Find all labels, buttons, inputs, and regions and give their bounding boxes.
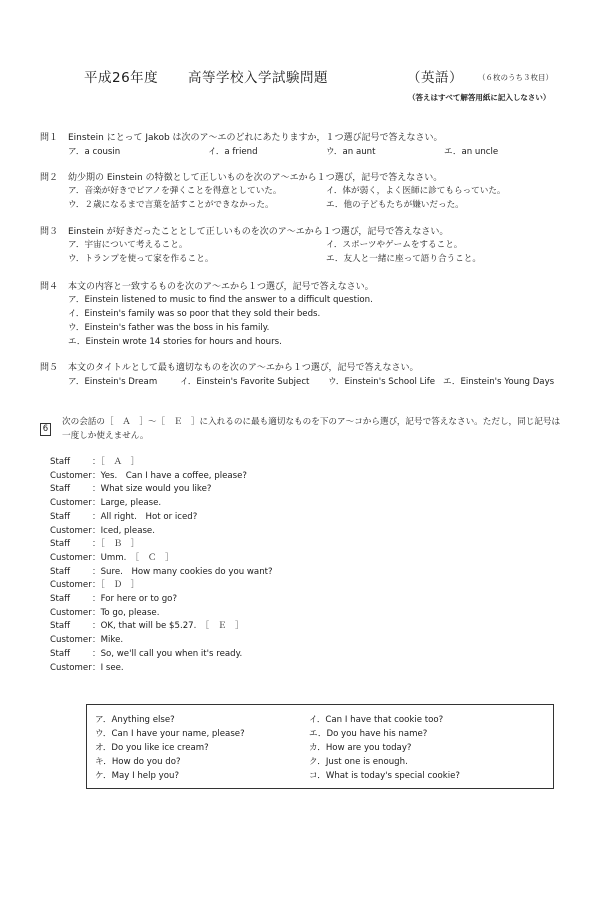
dialogue-speaker: Customer (50, 635, 92, 646)
dialogue-line: ：［ Ｂ ］ (92, 539, 140, 550)
choice-item: ウ．Can I have your name, please? (95, 729, 245, 739)
dialogue-line: ：For here or to go? (92, 594, 178, 604)
question-4-label: 問４ (40, 282, 59, 292)
exam-year: 平成26年度 (84, 70, 159, 86)
exam-title: 高等学校入学試験問題 (188, 70, 328, 86)
question-4-option-b: イ．Einstein's family was so poor that they sold their beds. (68, 309, 321, 319)
section-6-number (40, 416, 51, 436)
choice-item: ケ．May I help you? (95, 771, 180, 781)
dialogue-speaker: Customer (50, 662, 92, 673)
dialogue-line: ：What size would you like? (92, 484, 212, 495)
question-5-label: 問５ (40, 363, 59, 373)
question-2-option-a: ア．音楽が好きでピアノを弾くことを得意としていた。 (68, 186, 282, 196)
answer-instruction: （答えはすべて解答用紙に記入しなさい） (408, 93, 551, 102)
dialogue-line: ：Large, please. (92, 498, 162, 509)
dialogue-line: ：I see. (92, 662, 124, 673)
dialogue-speaker: Customer (50, 580, 92, 591)
dialogue-line: ：Mike. (92, 635, 124, 646)
question-1-label: 問１ (40, 133, 59, 143)
question-5-option-d: エ．Einstein's Young Days (443, 377, 555, 387)
question-3-text: Einstein が好きだったこととして正しいものを次のア～エから１つ選び，記号で答えなさい。 (68, 227, 449, 237)
dialogue-speaker: Customer (50, 552, 92, 563)
choice-item: ア．Anything else? (95, 715, 175, 725)
choice-item: コ．What is today's special cookie? (309, 771, 460, 781)
choices-box (86, 704, 554, 789)
question-2-option-b: イ．体が弱く，よく医師に診てもらっていた。 (326, 186, 506, 196)
question-2-text: 幼少期の Einstein の特徴として正しいものを次のア～エから１つ選び，記号で答えなさい。 (68, 173, 443, 183)
choice-item: オ．Do you like ice cream? (95, 743, 209, 753)
dialogue-line: ：All right. Hot or iced? (92, 511, 198, 522)
question-3-option-a: ア．宇宙について考えること。 (68, 240, 188, 250)
question-3-label: 問３ (40, 227, 59, 237)
subject-label: （英語） (407, 70, 463, 86)
question-5-text: 本文のタイトルとして最も適切なものを次のア～エから１つ選び，記号で答えなさい。 (68, 363, 419, 373)
question-3-option-c: ウ．トランプを使って家を作ること。 (68, 254, 214, 264)
question-5-option-c: ウ．Einstein's School Life (328, 377, 436, 387)
dialogue-line: ：Sure. How many cookies do you want? (92, 566, 273, 577)
dialogue-speaker: Customer (50, 470, 92, 481)
question-1-option-c: ウ．an aunt (326, 147, 376, 157)
choice-item: キ．How do you do? (95, 757, 181, 767)
section-number-box: 6 (40, 423, 51, 436)
dialogue-line: ：［ Ｄ ］ (92, 580, 140, 591)
question-5-option-a: ア．Einstein's Dream (68, 377, 158, 387)
dialogue-line: ：［ Ａ ］ (92, 457, 140, 467)
dialogue-speaker: Staff (50, 511, 71, 522)
question-3-option-b: イ．スポーツやゲームをすること。 (326, 240, 463, 250)
dialogue-line: ：Iced, please. (92, 525, 155, 536)
choice-item: イ．Can I have that cookie too? (309, 715, 444, 725)
dialogue-line: ：Yes. Can I have a coffee, please? (92, 470, 247, 481)
dialogue-speaker: Staff (50, 621, 71, 632)
choice-item: カ．How are you today? (309, 743, 412, 753)
question-2-option-d: エ．他の子どもたちが嫌いだった。 (326, 200, 464, 210)
question-1-text: Einstein にとって Jakob は次のア～エのどれにあたりますか，１つ選び記号で答えなさい。 (68, 133, 443, 143)
question-4-text: 本文の内容と一致するものを次のア～エから１つ選び，記号で答えなさい。 (68, 282, 374, 292)
dialogue-line: ：Umm. ［ Ｃ ］ (92, 552, 174, 563)
dialogue-speaker: Customer (50, 525, 92, 536)
question-4-option-c: ウ．Einstein's father was the boss in his family. (68, 323, 270, 333)
section-6-instruction-line1: 次の会話の［ Ａ ］～［ Ｅ ］に入れるのに最も適切なものを下のア～コから選び，記号で答えなさい。ただし，同じ記号は (62, 417, 561, 427)
dialogue-line: ：To go, please. (92, 607, 160, 618)
question-1-option-d: エ．an uncle (444, 147, 499, 157)
question-5-option-b: イ．Einstein's Favorite Subject (180, 377, 310, 387)
dialogue-speaker: Staff (50, 484, 71, 495)
dialogue-line: ：So, we'll call you when it's ready. (92, 648, 243, 659)
question-1-option-a: ア．a cousin (68, 147, 121, 157)
question-4-option-a: ア．Einstein listened to music to find the answer to a difficult question. (68, 295, 373, 305)
question-2-label: 問２ (40, 173, 59, 183)
question-2-option-c: ウ．２歳になるまで言葉を話すことができなかった。 (68, 200, 274, 210)
choice-item: エ．Do you have his name? (309, 729, 428, 739)
dialogue-speaker: Staff (50, 648, 71, 659)
question-3-option-d: エ．友人と一緒に座って語り合うこと。 (326, 254, 481, 264)
dialogue-speaker: Staff (50, 594, 71, 604)
dialogue-speaker: Customer (50, 498, 92, 509)
question-4-option-d: エ．Einstein wrote 14 stories for hours and hours. (68, 337, 282, 347)
dialogue-speaker: Staff (50, 566, 71, 577)
choice-item: ク．Just one is enough. (309, 757, 408, 767)
question-1-option-b: イ．a friend (208, 147, 258, 157)
page-info: （６枚のうち３枚目） (478, 73, 553, 82)
dialogue-speaker: Staff (50, 539, 71, 550)
dialogue-speaker: Customer (50, 607, 92, 618)
section-6-instruction-line2: 一度しか使えません。 (62, 431, 149, 441)
dialogue-speaker: Staff (50, 457, 71, 467)
dialogue-line: ：OK, that will be $5.27. ［ Ｅ ］ (92, 621, 244, 632)
